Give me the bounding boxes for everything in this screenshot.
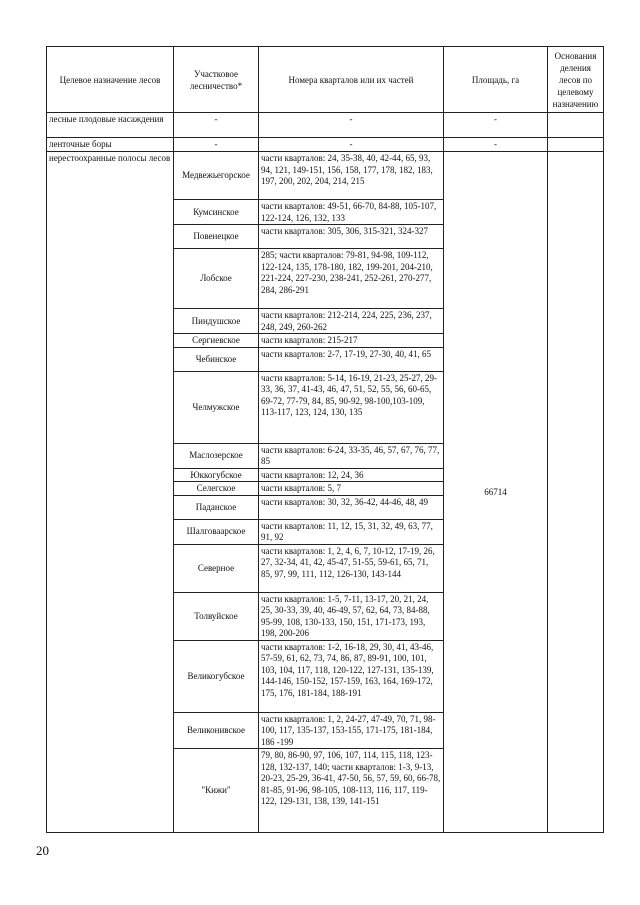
table-row [47, 138, 604, 152]
quarters-cell: части кварталов: 212-214, 224, 225, 236, 237, 248, 249, 260-262 [259, 309, 444, 334]
purpose-cell: лесные плодовые насаждения [47, 113, 174, 138]
table-header-row [47, 47, 604, 113]
area-cell: 66714 [444, 152, 548, 833]
quarters-cell: части кварталов: 49-51, 66-70, 84-88, 105-107, 122-124, 126, 132, 133 [259, 200, 444, 225]
basis-cell [548, 113, 604, 138]
purpose-cell: ленточные боры [47, 138, 174, 152]
forestry-cell: Великогубское [174, 640, 259, 712]
header-area: Площадь, га [444, 47, 548, 113]
forestry-cell: Северное [174, 544, 259, 592]
header-purpose: Целевое назначение лесов [47, 47, 174, 113]
forestry-cell: Медвежьегорское [174, 152, 259, 200]
table-row [47, 113, 604, 138]
quarters-cell: части кварталов: 6-24, 33-35, 46, 57, 67, 76, 77, 85 [259, 443, 444, 468]
forestry-cell: Сергиевское [174, 334, 259, 348]
forestry-cell: Челмужское [174, 371, 259, 443]
forestry-cell: Повенецкое [174, 225, 259, 249]
table-row [47, 152, 604, 200]
quarters-cell: части кварталов: 1-2, 16-18, 29, 30, 41, 43-46, 57-59, 61, 62, 73, 74, 86, 87, 89-91, 100, 101, 103, 104, 117, 118, 120-122, 127-131, 135-139, 144-146, 150-152, 157-159, 163, 164, 169-172, 175, 176, 181-184, 188-191 [259, 640, 444, 712]
forestry-cell: Юккогубское [174, 468, 259, 482]
forest-purpose-table [46, 46, 604, 833]
page-number: 20 [36, 843, 49, 858]
forestry-cell: Чебинское [174, 347, 259, 371]
quarters-cell: - [259, 113, 444, 138]
area-cell: - [444, 138, 548, 152]
header-basis: Основания деления лесов по целевому назначению [548, 47, 604, 113]
quarters-cell: части кварталов: 1-5, 7-11, 13-17, 20, 21, 24, 25, 30-33, 39, 40, 46-49, 57, 62, 64, 73, 84-88, 95-99, 108, 130-133, 150, 151, 171-173, 193, 198, 200-206 [259, 592, 444, 640]
purpose-cell: нерестоохранные полосы лесов [47, 152, 174, 833]
quarters-cell: 79, 80, 86-90, 97, 106, 107, 114, 115, 118, 123-128, 132-137, 140; части кварталов: 1-3, 9-13, 20-23, 25-29, 36-41, 47-50, 56, 57, 59, 60, 66-78, 81-85, 91-96, 98-105, 108-113, 116, 117, 119-122, 129-131, 138, 139, 141-151 [259, 749, 444, 833]
area-cell: - [444, 113, 548, 138]
forestry-cell: Великонивское [174, 712, 259, 749]
quarters-cell: части кварталов: 11, 12, 15, 31, 32, 49, 63, 77, 91, 92 [259, 519, 444, 544]
quarters-cell: 285; части кварталов: 79-81, 94-98, 109-112, 122-124, 135, 178-180, 182, 199-201, 204-210, 221-224, 227-230, 238-241, 252-261, 270-277, 284, 286-291 [259, 249, 444, 309]
forestry-cell: Паданское [174, 495, 259, 519]
quarters-cell: части кварталов: 305, 306, 315-321, 324-327 [259, 225, 444, 249]
quarters-cell: - [259, 138, 444, 152]
quarters-cell: части кварталов: 2-7, 17-19, 27-30, 40, 41, 65 [259, 347, 444, 371]
forestry-cell: Селегское [174, 482, 259, 496]
quarters-cell: части кварталов: 12, 24, 36 [259, 468, 444, 482]
quarters-cell: части кварталов: 24, 35-38, 40, 42-44, 65, 93, 94, 121, 149-151, 156, 158, 177, 178, 182, 183, 197, 200, 202, 204, 214, 215 [259, 152, 444, 200]
forestry-cell: Лобское [174, 249, 259, 309]
quarters-cell: части кварталов: 1, 2, 4, 6, 7, 10-12, 17-19, 26, 27, 32-34, 41, 42, 45-47, 51-55, 59-61, 65, 71, 85, 97, 99, 111, 112, 126-130, 143-144 [259, 544, 444, 592]
quarters-cell: части кварталов: 30, 32, 36-42, 44-46, 48, 49 [259, 495, 444, 519]
header-quarters: Номера кварталов или их частей [259, 47, 444, 113]
basis-cell [548, 152, 604, 833]
quarters-cell: части кварталов: 5, 7 [259, 482, 444, 496]
forestry-cell: Пиндушское [174, 309, 259, 334]
forestry-cell: Шалговаарское [174, 519, 259, 544]
forestry-cell: "Кижи" [174, 749, 259, 833]
basis-cell [548, 138, 604, 152]
forestry-cell: - [174, 138, 259, 152]
quarters-cell: части кварталов: 5-14, 16-19, 21-23, 25-27, 29-33, 36, 37, 41-43, 46, 47, 51, 52, 55, 56, 60-65, 69-72, 77-79, 84, 85, 90-92, 98-100,103-109, 113-117, 123, 124, 130, 135 [259, 371, 444, 443]
header-forestry: Участковое лесничество* [174, 47, 259, 113]
forestry-cell: Маслозерское [174, 443, 259, 468]
quarters-cell: части кварталов: 1, 2, 24-27, 47-49, 70, 71, 98-100, 117, 135-137, 153-155, 171-175, 181-184, 186 -199 [259, 712, 444, 749]
quarters-cell: части кварталов: 215-217 [259, 334, 444, 348]
forestry-cell: Кумсинское [174, 200, 259, 225]
forestry-cell: Толвуйское [174, 592, 259, 640]
forestry-cell: - [174, 113, 259, 138]
